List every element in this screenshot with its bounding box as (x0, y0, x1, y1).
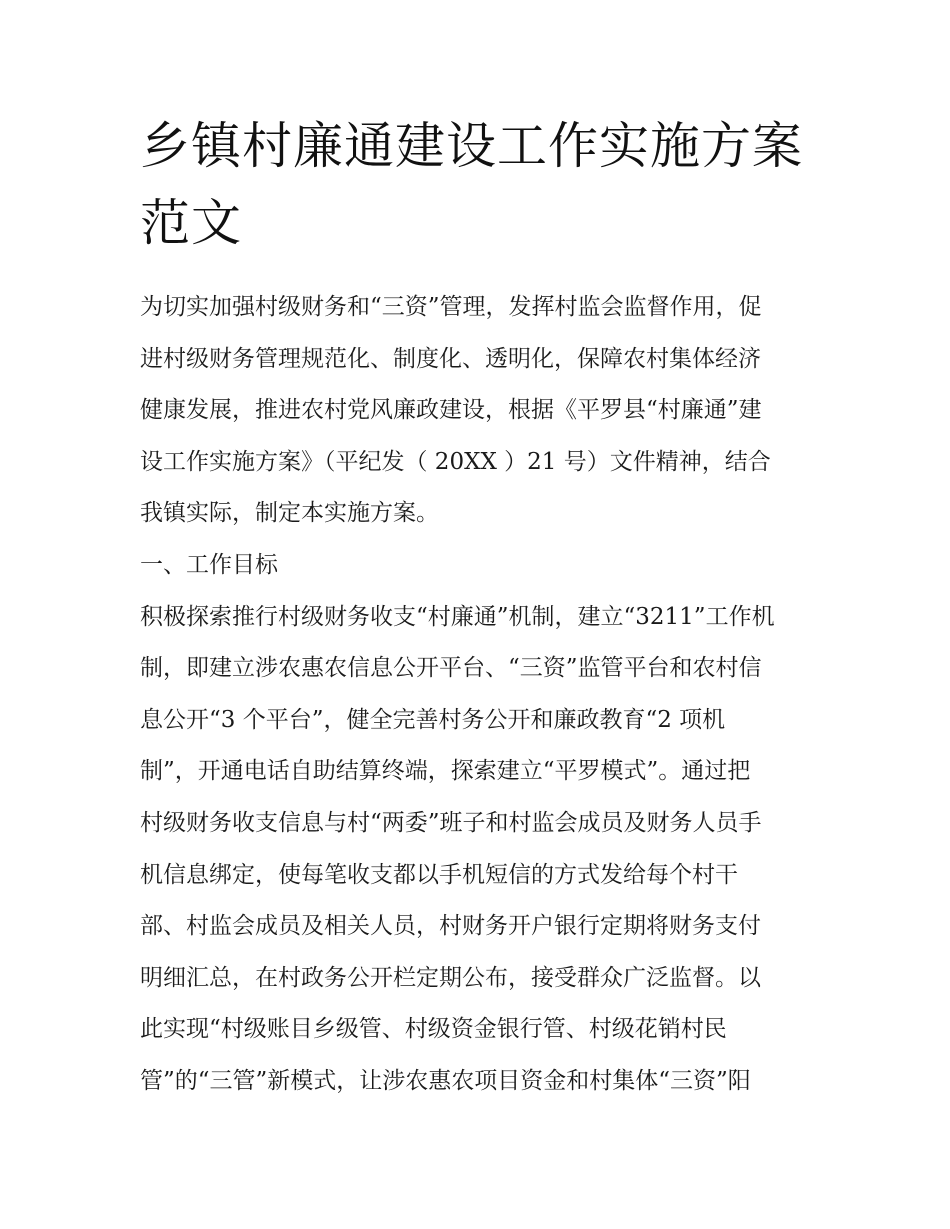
body-line: 机信息绑定，使每笔收支都以手机短信的方式发给每个村干 (140, 861, 738, 888)
title-line: 乡镇村廉通建设工作实施方案 (140, 117, 803, 175)
body-line: 管”的“三管”新模式，让涉农惠农项目资金和村集体“三资”阳 (140, 1067, 751, 1094)
body-line: 制，即建立涉农惠农信息公开平台、“三资”监管平台和农村信 (140, 655, 762, 682)
section-heading: 一、工作目标 (140, 551, 278, 578)
body-line: 明细汇总，在村政务公开栏定期公布，接受群众广泛监督。以 (140, 964, 761, 991)
title-line: 范文 (140, 194, 242, 252)
intro-line: 健康发展，推进农村党风廉政建设，根据《平罗县“村廉通”建 (140, 397, 762, 424)
document-content (140, 108, 820, 1108)
body-line: 部、村监会成员及相关人员，村财务开户银行定期将财务支付 (140, 913, 761, 940)
body-line: 积极探索推行村级财务收支“村廉通”机制，建立“3211”工作机 (140, 603, 775, 630)
intro-line: 进村级财务管理规范化、制度化、透明化，保障农村集体经济 (140, 345, 761, 372)
body-paragraph (140, 592, 820, 1108)
intro-line: 为切实加强村级财务和“三资”管理，发挥村监会监督作用，促 (140, 294, 762, 320)
document-title (140, 108, 820, 262)
body-line: 息公开“3 个平台”，健全完善村务公开和廉政教育“2 项机 (140, 706, 726, 733)
intro-paragraph (140, 282, 820, 540)
intro-line: 设工作实施方案》（平纪发（ 20XX ）21 号）文件精神，结合 (140, 448, 771, 475)
body-line: 制”，开通电话自助结算终端，探索建立“平罗模式”。通过把 (140, 758, 751, 785)
body-line: 此实现“村级账目乡级管、村级资金银行管、村级花销村民 (140, 1016, 727, 1043)
intro-line: 我镇实际，制定本实施方案。 (140, 500, 439, 527)
body-line: 村级财务收支信息与村“两委”班子和村监会成员及财务人员手 (140, 809, 762, 836)
